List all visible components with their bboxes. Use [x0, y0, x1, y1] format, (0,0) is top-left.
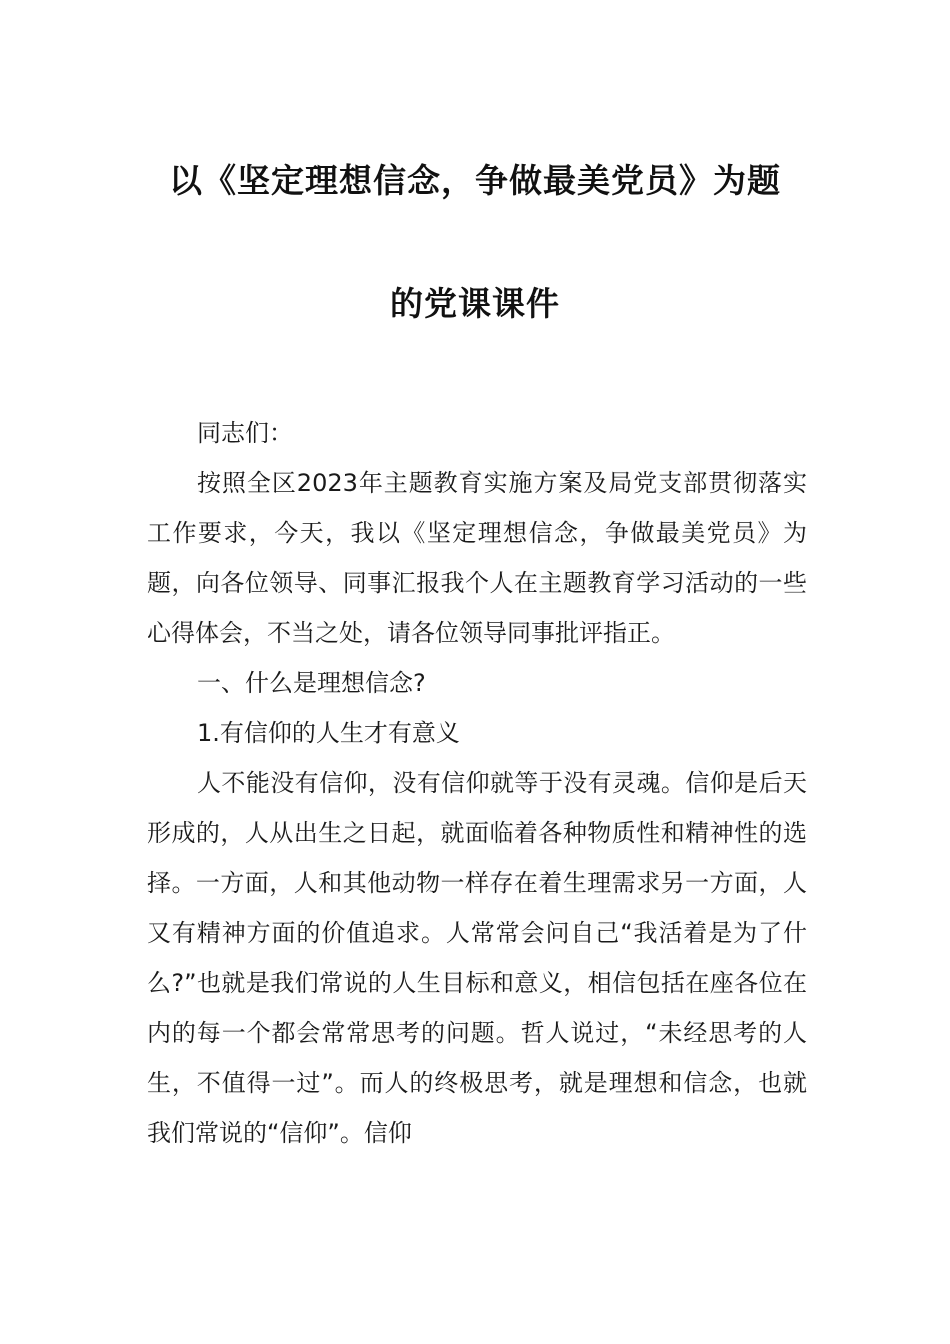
salutation: 同志们：: [197, 419, 293, 447]
intro-paragraph: 按照全区2023年主题教育实施方案及局党支部贯彻落实工作要求，今天，我以《坚定理想信念，争做最美党员》为题，向各位领导、同事汇报我个人在主题教育学习活动的一些心得体会，不当之处，请各位领导同事批评指正。: [147, 469, 807, 647]
body-paragraph: 人不能没有信仰，没有信仰就等于没有灵魂。信仰是后天形成的，人从出生之日起，就面临着各种物质性和精神性的选择。一方面，人和其他动物一样存在着生理需求另一方面，人又有精神方面的价值追求。人常常会问自己“我活着是为了什么?”也就是我们常说的人生目标和意义，相信包括在座各位在内的每一个都会常常思考的问题。哲人说过，“未经思考的人生，不值得一过”。而人的终极思考，就是理想和信念，也就我们常说的“信仰”。信仰: [147, 769, 807, 1147]
section-heading: 一、什么是理想信念?: [197, 669, 426, 697]
document-title-line-1: 以《坚定理想信念，争做最美党员》为题: [169, 161, 781, 200]
document-title-line-2: 的党课课件: [390, 284, 560, 323]
subsection-heading: 1.有信仰的人生才有意义: [197, 719, 460, 747]
document-body: [147, 408, 807, 1158]
